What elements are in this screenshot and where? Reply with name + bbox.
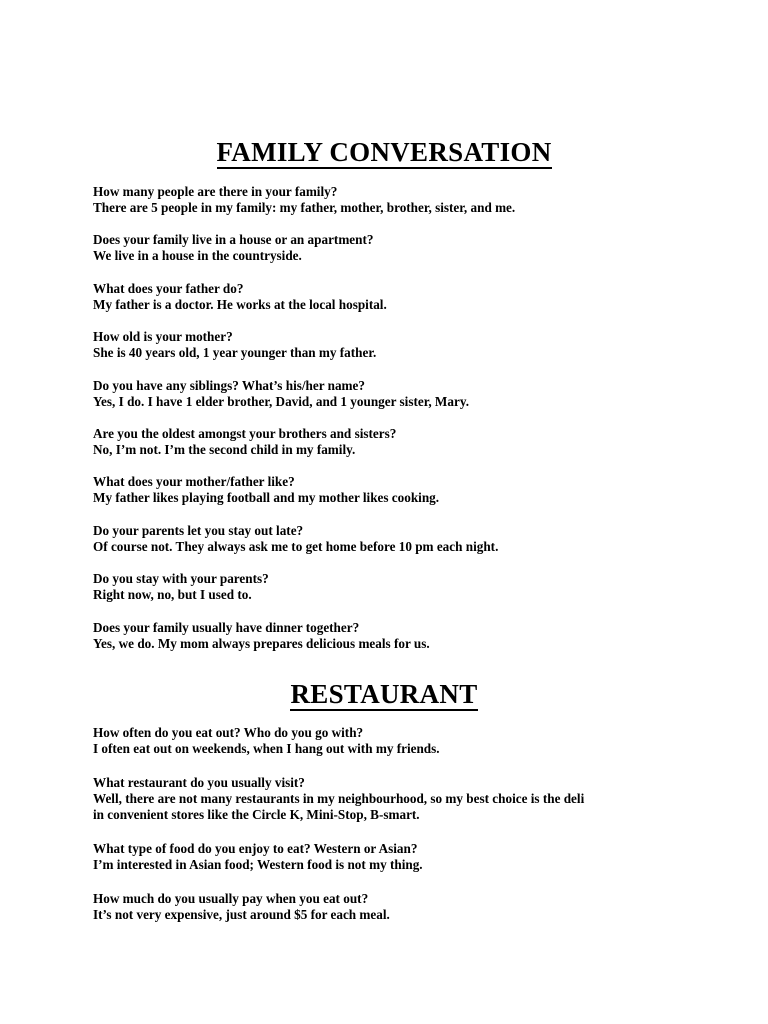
question: Do your parents let you stay out late?: [93, 522, 304, 538]
qa-item: [93, 725, 733, 757]
answer: There are 5 people in my family: my father, mother, brother, sister, and me.: [93, 200, 516, 215]
question: What restaurant do you usually visit?: [93, 775, 305, 790]
restaurant-qa-list: [93, 725, 733, 941]
answer: I often eat out on weekends, when I hang out with my friends.: [93, 741, 440, 756]
family-section-title: FAMILY CONVERSATION: [216, 137, 552, 167]
answer: My father is a doctor. He works at the local hospital.: [93, 296, 387, 312]
question: What does your father do?: [93, 280, 244, 296]
qa-item: [93, 891, 733, 923]
qa-item: [93, 841, 733, 873]
qa-item: [93, 775, 733, 823]
question: Do you have any siblings? What’s his/her name?: [93, 377, 365, 393]
answer: She is 40 years old, 1 year younger than my father.: [93, 345, 377, 361]
answer: It’s not very expensive, just around $5 for each meal.: [93, 907, 390, 922]
answer: Right now, no, but I used to.: [93, 587, 252, 603]
qa-item: [93, 329, 733, 361]
qa-item: [93, 281, 733, 313]
answer: My father likes playing football and my mother likes cooking.: [93, 490, 440, 506]
question: How often do you eat out? Who do you go with?: [93, 725, 364, 740]
qa-item: [93, 523, 733, 555]
question: Does your family usually have dinner together?: [93, 619, 360, 635]
answer-continued: in convenient stores like the Circle K, Mini-Stop, B-smart.: [93, 807, 420, 822]
answer: Yes, we do. My mom always prepares delicious meals for us.: [93, 635, 430, 651]
answer: Of course not. They always ask me to get home before 10 pm each night.: [93, 538, 499, 554]
question: How old is your mother?: [93, 329, 233, 345]
question: Does your family live in a house or an apartment?: [93, 232, 374, 248]
qa-item: [93, 378, 733, 410]
qa-item: [93, 620, 733, 652]
answer: Yes, I do. I have 1 elder brother, David, and 1 younger sister, Mary.: [93, 393, 469, 409]
qa-item: [93, 571, 733, 603]
question: What does your mother/father like?: [93, 474, 295, 490]
question: Do you stay with your parents?: [93, 571, 269, 587]
restaurant-section-title: RESTAURANT: [290, 679, 478, 709]
answer: Well, there are not many restaurants in my neighbourhood, so my best choice is the deli: [93, 791, 585, 806]
answer: I’m interested in Asian food; Western food is not my thing.: [93, 857, 423, 872]
family-qa-list: [93, 184, 733, 668]
question: What type of food do you enjoy to eat? Western or Asian?: [93, 841, 418, 856]
qa-item: [93, 184, 733, 216]
answer: No, I’m not. I’m the second child in my family.: [93, 441, 356, 457]
question: How many people are there in your family?: [93, 184, 338, 199]
qa-item: [93, 426, 733, 458]
qa-item: [93, 232, 733, 264]
question: How much do you usually pay when you eat out?: [93, 891, 369, 906]
answer: We live in a house in the countryside.: [93, 248, 302, 264]
question: Are you the oldest amongst your brothers and sisters?: [93, 425, 397, 441]
qa-item: [93, 474, 733, 506]
